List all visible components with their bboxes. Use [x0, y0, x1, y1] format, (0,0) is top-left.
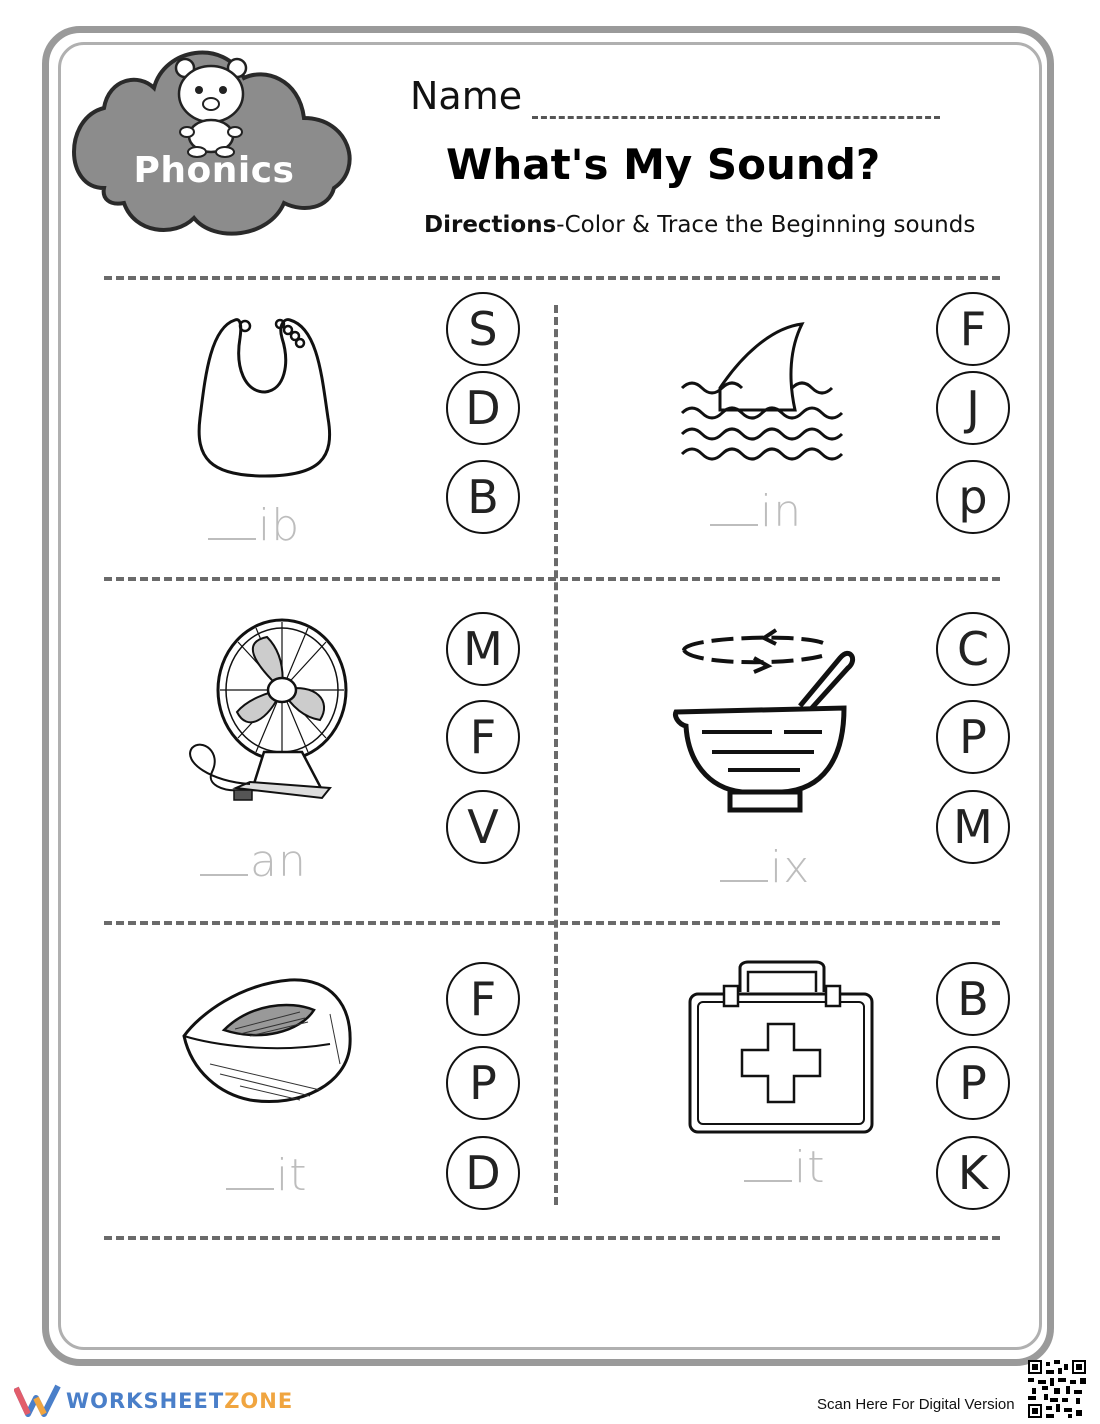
trace-letters: an	[250, 836, 307, 887]
trace-letters: ix	[770, 842, 811, 893]
blank-line	[744, 1180, 792, 1182]
choice-circle[interactable]: D	[446, 371, 520, 445]
directions-text	[424, 212, 975, 238]
choice-circle[interactable]: V	[446, 790, 520, 864]
choice-circle[interactable]: B	[446, 460, 520, 534]
choice-circle[interactable]: S	[446, 292, 520, 366]
worksheetzone-logo-icon	[14, 1384, 62, 1418]
divider-vertical	[554, 305, 558, 1205]
directions-label: Directions	[424, 212, 557, 238]
trace-word-1[interactable]	[208, 500, 300, 551]
trace-letters: in	[760, 486, 803, 537]
mixing-bowl-picture	[672, 620, 856, 816]
scan-text: Scan Here For Digital Version	[817, 1396, 1015, 1413]
choice-circle[interactable]: P	[446, 1046, 520, 1120]
fan-picture	[172, 612, 352, 812]
divider-top	[104, 276, 1000, 280]
blank-line	[200, 874, 248, 876]
choice-circle[interactable]: F	[446, 700, 520, 774]
first-aid-kit-picture	[688, 960, 874, 1136]
choice-circle[interactable]: C	[936, 612, 1010, 686]
divider-row1	[104, 577, 1000, 581]
blank-line	[710, 524, 758, 526]
qr-code-icon[interactable]	[1028, 1360, 1086, 1418]
name-input-line[interactable]	[532, 116, 940, 119]
trace-letters: it	[276, 1150, 308, 1201]
trace-word-6[interactable]	[744, 1142, 825, 1193]
trace-word-5[interactable]	[226, 1150, 307, 1201]
choice-circle[interactable]: F	[446, 962, 520, 1036]
blank-line	[226, 1188, 274, 1190]
choice-circle[interactable]: F	[936, 292, 1010, 366]
choice-circle[interactable]: P	[936, 700, 1010, 774]
trace-word-2[interactable]	[710, 486, 802, 537]
trace-word-4[interactable]	[720, 842, 810, 893]
brand-part-2: ZONE	[224, 1389, 294, 1413]
trace-word-3[interactable]	[200, 836, 307, 887]
brand-part-1: WORKSHEET	[66, 1389, 225, 1413]
choice-circle[interactable]: M	[446, 612, 520, 686]
choice-circle[interactable]: K	[936, 1136, 1010, 1210]
page-title: What's My Sound?	[446, 140, 881, 189]
name-label: Name	[410, 74, 523, 118]
choice-circle[interactable]: p	[936, 460, 1010, 534]
choice-circle[interactable]: B	[936, 962, 1010, 1036]
divider-bottom	[104, 1236, 1000, 1240]
blank-line	[208, 538, 256, 540]
brand-name[interactable]	[66, 1389, 293, 1413]
fruit-picture	[180, 974, 356, 1110]
divider-row2	[104, 921, 1000, 925]
blank-line	[720, 880, 768, 882]
choice-circle[interactable]: M	[936, 790, 1010, 864]
choice-circle[interactable]: P	[936, 1046, 1010, 1120]
choice-circle[interactable]: J	[936, 371, 1010, 445]
bib-picture	[190, 308, 340, 483]
phonics-cloud-badge	[64, 38, 360, 246]
trace-letters: ib	[258, 500, 301, 551]
directions-body: -Color & Trace the Beginning sounds	[556, 212, 976, 238]
badge-label: Phonics	[133, 150, 295, 191]
shark-fin-picture	[680, 318, 846, 462]
choice-circle[interactable]: D	[446, 1136, 520, 1210]
trace-letters: it	[794, 1142, 826, 1193]
